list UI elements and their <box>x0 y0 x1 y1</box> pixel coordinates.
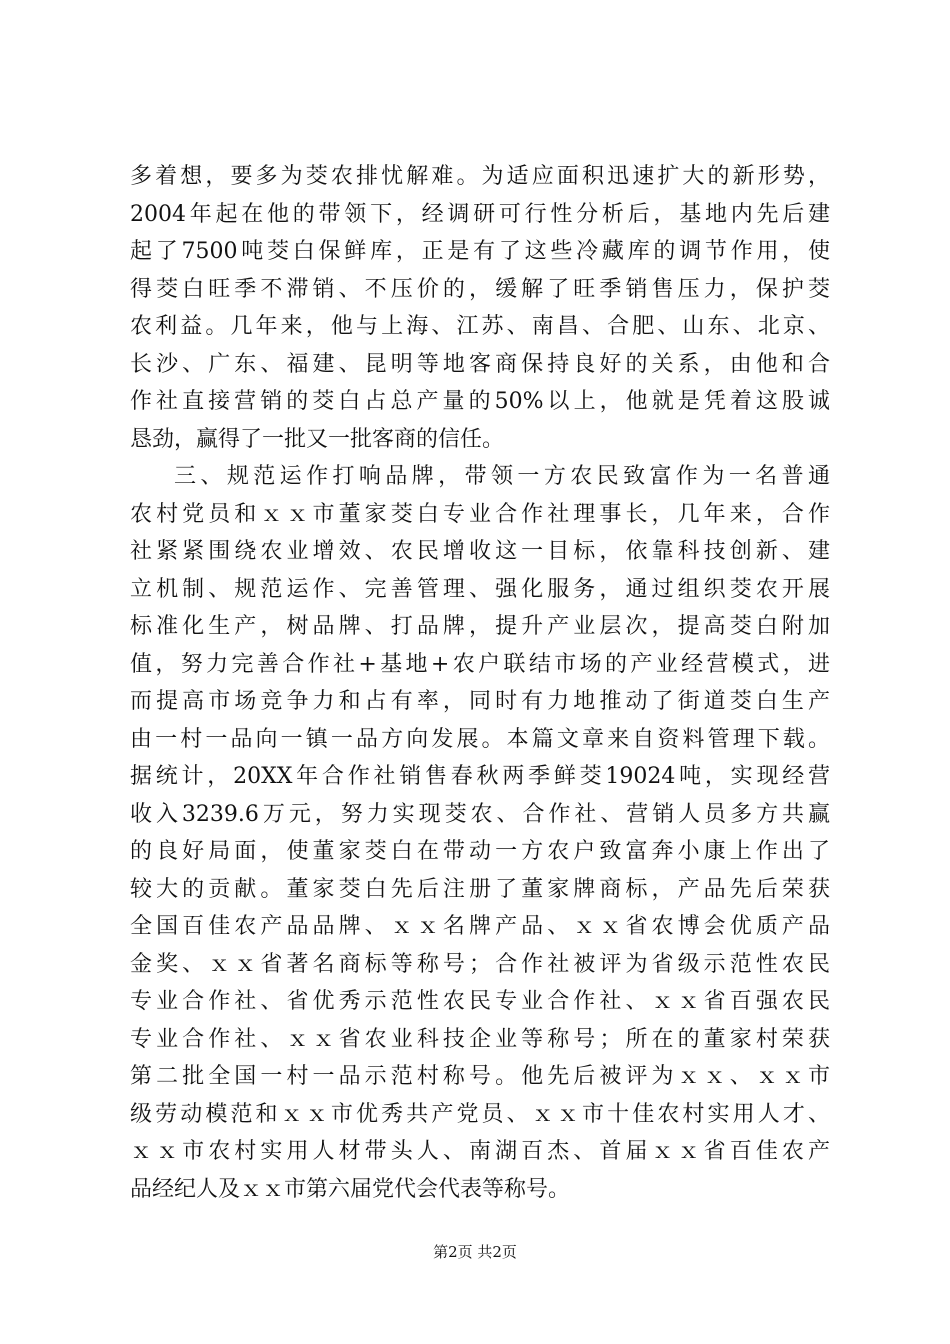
text-line: 级劳动模范和ｘｘ市优秀共产党员、ｘｘ市十佳农村实用人才、 <box>130 1101 830 1127</box>
text-line: 长沙、广东、福建、昆明等地客商保持良好的关系，由他和合 <box>130 351 830 377</box>
page-number-label: 第2页 共2页 <box>433 1243 517 1261</box>
text-line: 收入3239.6万元，努力实现茭农、合作社、营销人员多方共赢 <box>130 801 830 827</box>
page-footer <box>0 1242 950 1262</box>
text-line: ｘｘ市农村实用人材带头人、南湖百杰、首届ｘｘ省百佳农产 <box>130 1139 830 1164</box>
text-line: 值，努力完善合作社+基地+农户联结市场的产业经营模式，进 <box>130 651 830 677</box>
text-line: 专业合作社、ｘｘ省农业科技企业等称号；所在的董家村荣获 <box>130 1026 830 1052</box>
text-line: 标准化生产，树品牌、打品牌，提升产业层次，提高茭白附加 <box>130 614 830 639</box>
text-line: 2004年起在他的带领下，经调研可行性分析后，基地内先后建 <box>130 201 830 227</box>
text-line: 全国百佳农产品品牌、ｘｘ名牌产品、ｘｘ省农博会优质产品 <box>130 914 830 939</box>
text-line: 的良好局面，使董家茭白在带动一方农户致富奔小康上作出了 <box>130 839 830 864</box>
text-line: 据统计，20XX年合作社销售春秋两季鲜茭19024吨，实现经营 <box>130 764 830 789</box>
text-line: 第二批全国一村一品示范村称号。他先后被评为ｘｘ、ｘｘ市 <box>130 1064 830 1089</box>
text-line: 农村党员和ｘｘ市董家茭白专业合作社理事长，几年来，合作 <box>130 501 830 527</box>
text-line: 品经纪人及ｘｘ市第六届党代会代表等称号。 <box>130 1176 571 1202</box>
text-line: 社紧紧围绕农业增效、农民增收这一目标，依靠科技创新、建 <box>130 539 830 564</box>
text-line: 专业合作社、省优秀示范性农民专业合作社、ｘｘ省百强农民 <box>130 989 830 1014</box>
text-line: 作社直接营销的茭白占总产量的50%以上，他就是凭着这股诚 <box>130 389 830 414</box>
section-heading-line: 三、规范运作打响品牌，带领一方农民致富作为一名普通 <box>174 464 830 489</box>
text-line: 立机制、规范运作、完善管理、强化服务，通过组织茭农开展 <box>130 576 830 602</box>
text-line: 得茭白旺季不滞销、不压价的，缓解了旺季销售压力，保护茭 <box>130 276 830 302</box>
text-line: 恳劲，赢得了一批又一批客商的信任。 <box>130 426 505 452</box>
text-line: 农利益。几年来，他与上海、江苏、南昌、合肥、山东、北京、 <box>130 314 830 339</box>
text-line: 起了7500吨茭白保鲜库，正是有了这些冷藏库的调节作用，使 <box>130 239 830 264</box>
text-line: 多着想，要多为茭农排忧解难。为适应面积迅速扩大的新形势， <box>130 164 830 189</box>
text-line: 金奖、ｘｘ省著名商标等称号；合作社被评为省级示范性农民 <box>130 951 830 977</box>
text-line: 较大的贡献。董家茭白先后注册了董家牌商标，产品先后荣获 <box>130 876 830 902</box>
text-line: 而提高市场竞争力和占有率，同时有力地推动了街道茭白生产 <box>130 689 830 714</box>
body-text <box>130 158 830 1208</box>
text-line: 由一村一品向一镇一品方向发展。本篇文章来自资料管理下载。 <box>130 726 830 752</box>
